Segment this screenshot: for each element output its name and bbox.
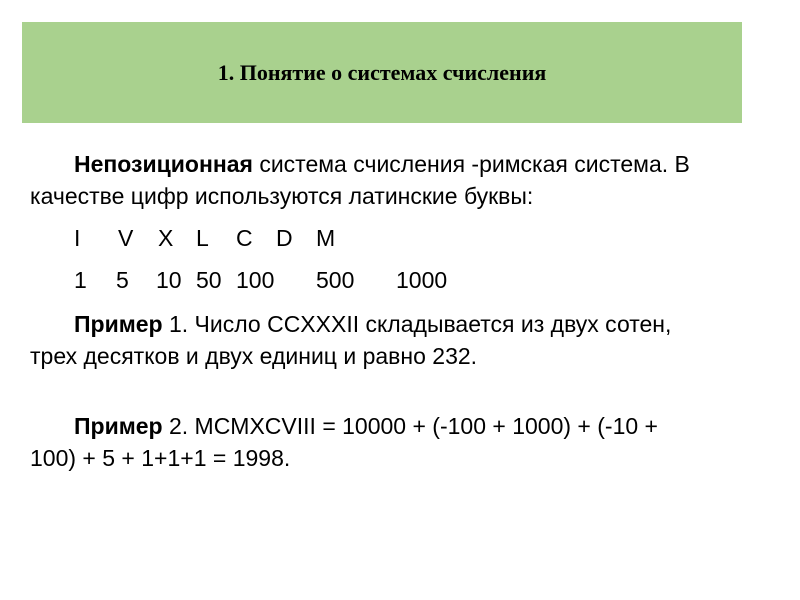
value-cell: 10 [156,267,182,293]
intro-text: система счисления -римская система. В качестве цифр используются латинские буквы: [30,151,690,209]
numerals-row [30,222,710,254]
intro-bold-term: Непозиционная [74,151,253,177]
numeral-cell: X [158,225,174,251]
slide-content [30,148,710,474]
numeral-cell: D [276,225,293,251]
intro-paragraph [30,148,710,212]
example2-text: 2. MCMXCVIII = 10000 + (-100 + 1000) + (-10 + 100) + 5 + 1+1+1 = 1998. [30,413,658,471]
value-cell: 50 [196,267,222,293]
numeral-cell: I [74,225,81,251]
numeral-cell: L [196,225,209,251]
numeral-cell: M [316,225,336,251]
title-banner [22,22,742,123]
example1-bold-label: Пример [74,311,163,337]
value-cell: 5 [116,267,129,293]
example1-paragraph [30,308,710,372]
example1-text: 1. Число CCXXXII складывается из двух сотен, трех десятков и двух единиц и равно 232. [30,311,672,369]
value-cell: 500 [316,267,355,293]
example2-paragraph [30,410,710,474]
slide-title: 1. Понятие о системах счисления [217,59,547,85]
numeral-cell: V [118,225,134,251]
numeral-cell: C [236,225,253,251]
value-cell: 1 [74,267,87,293]
example2-bold-label: Пример [74,413,163,439]
value-cell: 1000 [396,267,448,293]
values-row [30,264,710,296]
value-cell: 100 [236,267,275,293]
